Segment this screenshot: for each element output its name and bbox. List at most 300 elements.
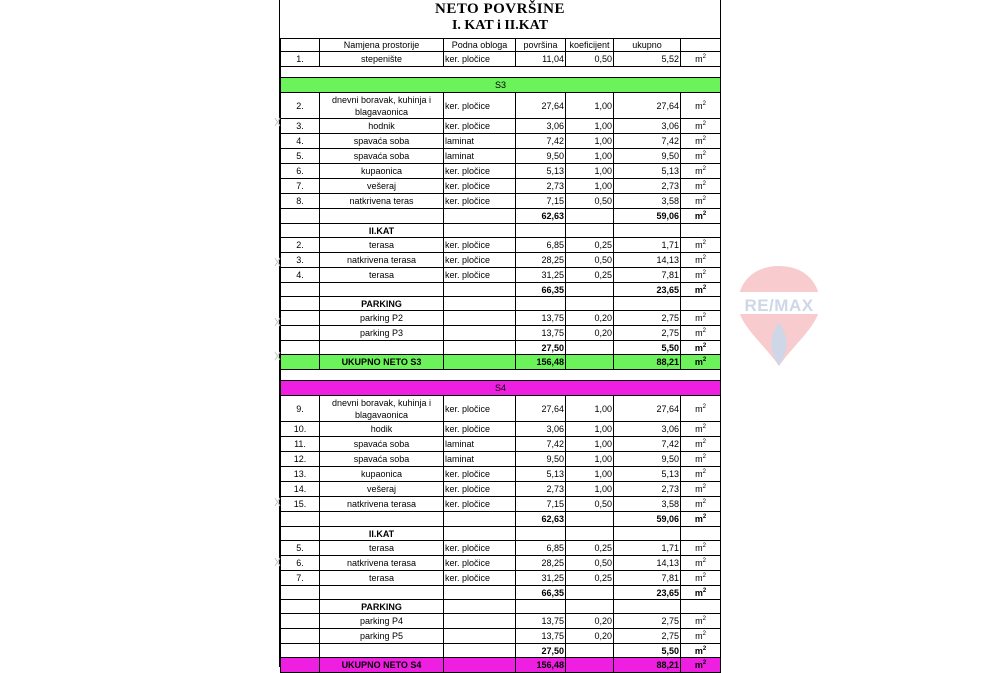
- floor-covering: ker. pločice: [444, 164, 516, 179]
- grand-total-area: 156,48: [516, 658, 566, 673]
- unit-label: m: [695, 499, 703, 509]
- unit-exponent: 2: [702, 469, 706, 475]
- table-row: [281, 149, 721, 164]
- empty-cell: [281, 586, 320, 600]
- table-row: [281, 437, 721, 452]
- empty-cell: [320, 341, 444, 355]
- unit-exponent: 2: [702, 196, 706, 202]
- total-value: 5,52: [614, 52, 681, 67]
- empty-cell: [281, 355, 320, 370]
- header-coef: koeficijent: [566, 39, 614, 52]
- floor-covering: ker. pločice: [444, 497, 516, 512]
- apartment-band-s4: [281, 381, 721, 396]
- area-value: 13,75: [516, 311, 566, 326]
- room-name: spavaća soba: [320, 134, 444, 149]
- unit-label: m: [695, 270, 703, 280]
- row-number: 1.: [281, 52, 320, 67]
- empty-cell: [281, 644, 320, 658]
- grand-total-area: 156,48: [516, 355, 566, 370]
- room-name: terasa: [320, 571, 444, 586]
- area-value: 5,13: [516, 164, 566, 179]
- unit-label: m: [694, 357, 703, 367]
- unit-label: m: [695, 558, 703, 568]
- subtotal-area: 62,63: [516, 209, 566, 224]
- total-value: 9,50: [614, 149, 681, 164]
- unit-cell: [681, 93, 721, 119]
- unit-label: m: [695, 255, 703, 265]
- section-title: II.KAT: [320, 527, 444, 541]
- table-row: [281, 311, 721, 326]
- unit-cell: [681, 396, 721, 422]
- total-value: 1,71: [614, 541, 681, 556]
- section-title: PARKING: [320, 297, 444, 311]
- subtotal-total: 23,65: [614, 283, 681, 297]
- unit-cell: [681, 164, 721, 179]
- unit-cell: [681, 52, 721, 67]
- unit-cell: [681, 311, 721, 326]
- unit-label: m: [695, 181, 703, 191]
- empty-cell: [516, 527, 566, 541]
- coefficient-value: 0,25: [566, 571, 614, 586]
- unit-label: m: [695, 573, 703, 583]
- table-row: [281, 422, 721, 437]
- room-name: terasa: [320, 268, 444, 283]
- empty-cell: [444, 209, 516, 224]
- unit-cell: [681, 467, 721, 482]
- row-number: 2.: [281, 93, 320, 119]
- unit-label: m: [695, 439, 703, 449]
- room-name: vešeraj: [320, 482, 444, 497]
- subtotal-area: 27,50: [516, 644, 566, 658]
- empty-cell: [516, 297, 566, 311]
- empty-cell: [320, 644, 444, 658]
- coefficient-value: 1,00: [566, 119, 614, 134]
- total-value: 2,75: [614, 614, 681, 629]
- room-name: spavaća soba: [320, 437, 444, 452]
- subtotal-total: 5,50: [614, 644, 681, 658]
- table-row: [281, 452, 721, 467]
- empty-cell: [566, 644, 614, 658]
- area-value: 6,85: [516, 238, 566, 253]
- table-row: [281, 93, 721, 119]
- row-number: 10.: [281, 422, 320, 437]
- table-row: [281, 238, 721, 253]
- grand-total-label: UKUPNO NETO S3: [320, 355, 444, 370]
- unit-label: m: [694, 284, 703, 295]
- subtotal-area: 27,50: [516, 341, 566, 355]
- total-value: 3,06: [614, 422, 681, 437]
- coefficient-value: 0,20: [566, 614, 614, 629]
- room-name: stepenište: [320, 52, 444, 67]
- empty-cell: [444, 658, 516, 673]
- empty-cell: [681, 297, 721, 311]
- total-value: 27,64: [614, 396, 681, 422]
- coefficient-value: 1,00: [566, 437, 614, 452]
- unit-label: m: [695, 136, 703, 146]
- section-heading-row: [281, 297, 721, 311]
- table-row: [281, 119, 721, 134]
- header-area: površina: [516, 39, 566, 52]
- coefficient-value: 0,50: [566, 52, 614, 67]
- total-value: 27,64: [614, 93, 681, 119]
- row-number: [281, 614, 320, 629]
- floor-covering: ker. pločice: [444, 422, 516, 437]
- floor-covering: ker. pločice: [444, 253, 516, 268]
- total-value: 14,13: [614, 253, 681, 268]
- empty-cell: [566, 355, 614, 370]
- unit-exponent: 2: [702, 240, 706, 246]
- table-row: [281, 253, 721, 268]
- empty-cell: [281, 209, 320, 224]
- unit-exponent: 2: [702, 631, 706, 637]
- area-value: 9,50: [516, 149, 566, 164]
- row-number: 4.: [281, 134, 320, 149]
- area-value: 11,04: [516, 52, 566, 67]
- coefficient-value: 1,00: [566, 422, 614, 437]
- unit-exponent: 2: [702, 211, 707, 217]
- unit-cell: [681, 355, 721, 370]
- empty-cell: [566, 283, 614, 297]
- total-value: 3,06: [614, 119, 681, 134]
- coefficient-value: 1,00: [566, 93, 614, 119]
- unit-exponent: 2: [702, 357, 707, 363]
- unit-exponent: 2: [702, 587, 707, 594]
- area-value: 31,25: [516, 268, 566, 283]
- row-number: 2.: [281, 238, 320, 253]
- unit-exponent: 2: [702, 543, 706, 549]
- unit-cell: [681, 119, 721, 134]
- row-number: 5.: [281, 541, 320, 556]
- empty-cell: [444, 512, 516, 527]
- floor-covering: ker. pločice: [444, 93, 516, 119]
- unit-exponent: 2: [702, 181, 706, 187]
- subtotal-row: [281, 586, 721, 600]
- floor-covering: [444, 629, 516, 644]
- table-row: [281, 164, 721, 179]
- total-value: 7,81: [614, 571, 681, 586]
- row-number: 3.: [281, 253, 320, 268]
- unit-cell: [681, 209, 721, 224]
- empty-cell: [566, 658, 614, 673]
- grand-total-label: UKUPNO NETO S4: [320, 658, 444, 673]
- area-value: 27,64: [516, 93, 566, 119]
- floor-covering: ker. pločice: [444, 268, 516, 283]
- floor-covering: ker. pločice: [444, 571, 516, 586]
- unit-exponent: 2: [702, 484, 706, 490]
- room-name: hodik: [320, 422, 444, 437]
- empty-cell: [281, 224, 320, 238]
- grand-total-row: [281, 355, 721, 370]
- empty-cell: [320, 512, 444, 527]
- empty-cell: [281, 527, 320, 541]
- unit-exponent: 2: [702, 151, 706, 157]
- unit-label: m: [694, 660, 703, 670]
- unit-label: m: [695, 151, 703, 161]
- room-name: kupaonica: [320, 164, 444, 179]
- subtotal-row: [281, 644, 721, 658]
- room-name: dnevni boravak, kuhinja i blagavaonica: [320, 396, 444, 422]
- unit-cell: [681, 422, 721, 437]
- empty-cell: [281, 658, 320, 673]
- unit-exponent: 2: [702, 342, 707, 349]
- table-row: [281, 326, 721, 341]
- unit-exponent: 2: [702, 328, 706, 334]
- empty-cell: [681, 527, 721, 541]
- unit-label: m: [694, 514, 703, 524]
- empty-cell: [444, 644, 516, 658]
- table-row: [281, 467, 721, 482]
- unit-cell: [681, 179, 721, 194]
- subtotal-total: 59,06: [614, 209, 681, 224]
- apartment-band-s3: [281, 78, 721, 93]
- floor-covering: ker. pločice: [444, 396, 516, 422]
- spacer-cell: [281, 67, 721, 78]
- coefficient-value: 1,00: [566, 179, 614, 194]
- row-number: [281, 326, 320, 341]
- coefficient-value: 0,20: [566, 629, 614, 644]
- empty-cell: [320, 283, 444, 297]
- total-value: 2,75: [614, 311, 681, 326]
- unit-label: m: [694, 211, 703, 221]
- balloon-logo-icon: [732, 262, 826, 382]
- area-value: 28,25: [516, 556, 566, 571]
- unit-cell: [681, 194, 721, 209]
- coefficient-value: 0,50: [566, 194, 614, 209]
- total-value: 1,71: [614, 238, 681, 253]
- unit-label: m: [695, 469, 703, 479]
- unit-label: m: [694, 342, 703, 353]
- coefficient-value: 0,25: [566, 238, 614, 253]
- document-sheet: [279, 0, 814, 670]
- table-row: [281, 629, 721, 644]
- total-value: 7,42: [614, 437, 681, 452]
- row-number: 14.: [281, 482, 320, 497]
- apartment-label: S4: [281, 381, 721, 396]
- empty-cell: [614, 600, 681, 614]
- empty-cell: [320, 209, 444, 224]
- subtotal-row: [281, 512, 721, 527]
- empty-cell: [516, 224, 566, 238]
- subtotal-total: 59,06: [614, 512, 681, 527]
- area-value: 31,25: [516, 571, 566, 586]
- empty-cell: [444, 224, 516, 238]
- table-row: [281, 541, 721, 556]
- area-value: 5,13: [516, 467, 566, 482]
- spacer-cell: [281, 370, 721, 381]
- floor-covering: ker. pločice: [444, 238, 516, 253]
- table-row: [281, 268, 721, 283]
- empty-cell: [681, 224, 721, 238]
- unit-exponent: 2: [702, 270, 706, 276]
- empty-cell: [281, 297, 320, 311]
- subtotal-row: [281, 209, 721, 224]
- row-number: 4.: [281, 268, 320, 283]
- subtotal-area: 66,35: [516, 283, 566, 297]
- coefficient-value: 0,20: [566, 326, 614, 341]
- floor-covering: laminat: [444, 437, 516, 452]
- unit-cell: [681, 149, 721, 164]
- floor-covering: [444, 311, 516, 326]
- unit-exponent: 2: [702, 166, 706, 172]
- unit-exponent: 2: [702, 54, 706, 60]
- floor-covering: ker. pločice: [444, 467, 516, 482]
- coefficient-value: 1,00: [566, 396, 614, 422]
- row-number: 13.: [281, 467, 320, 482]
- room-name: natkrivena terasa: [320, 556, 444, 571]
- coefficient-value: 0,25: [566, 268, 614, 283]
- grand-total-row: [281, 658, 721, 673]
- unit-exponent: 2: [702, 313, 706, 319]
- row-number: 6.: [281, 556, 320, 571]
- empty-cell: [281, 600, 320, 614]
- unit-label: m: [695, 328, 703, 338]
- unit-exponent: 2: [702, 454, 706, 460]
- unit-label: m: [695, 616, 703, 626]
- unit-cell: [681, 341, 721, 355]
- area-value: 3,06: [516, 119, 566, 134]
- area-value: 13,75: [516, 326, 566, 341]
- room-name: natkrivena teras: [320, 194, 444, 209]
- unit-cell: [681, 238, 721, 253]
- table-header-row: [281, 39, 721, 52]
- apartment-label: S3: [281, 78, 721, 93]
- unit-label: m: [695, 240, 703, 250]
- row-number: 3.: [281, 119, 320, 134]
- total-value: 3,58: [614, 194, 681, 209]
- coefficient-value: 1,00: [566, 164, 614, 179]
- unit-cell: [681, 134, 721, 149]
- area-value: 27,64: [516, 396, 566, 422]
- floor-covering: [444, 326, 516, 341]
- area-value: 9,50: [516, 452, 566, 467]
- floor-covering: ker. pločice: [444, 556, 516, 571]
- room-name: natkrivena terasa: [320, 497, 444, 512]
- unit-exponent: 2: [702, 424, 706, 430]
- unit-cell: [681, 644, 721, 658]
- coefficient-value: 0,25: [566, 541, 614, 556]
- total-value: 2,75: [614, 629, 681, 644]
- unit-exponent: 2: [702, 645, 707, 652]
- room-name: parking P5: [320, 629, 444, 644]
- area-value: 28,25: [516, 253, 566, 268]
- room-name: spavaća soba: [320, 149, 444, 164]
- section-heading-row: [281, 527, 721, 541]
- subtotal-row: [281, 283, 721, 297]
- row-number: 8.: [281, 194, 320, 209]
- remax-watermark: [732, 262, 826, 382]
- unit-cell: [681, 497, 721, 512]
- unit-cell: [681, 452, 721, 467]
- unit-label: m: [695, 100, 703, 111]
- coefficient-value: 1,00: [566, 482, 614, 497]
- total-value: 2,73: [614, 482, 681, 497]
- total-value: 9,50: [614, 452, 681, 467]
- coefficient-value: 1,00: [566, 467, 614, 482]
- area-value: 2,73: [516, 179, 566, 194]
- unit-label: m: [695, 484, 703, 494]
- section-title: II.KAT: [320, 224, 444, 238]
- floor-covering: ker. pločice: [444, 541, 516, 556]
- title-line-1: NETO POVRŠINE: [434, 1, 565, 17]
- empty-cell: [444, 283, 516, 297]
- total-value: 2,75: [614, 326, 681, 341]
- empty-cell: [320, 586, 444, 600]
- document-title: [280, 0, 720, 38]
- coefficient-value: 0,50: [566, 253, 614, 268]
- room-name: parking P3: [320, 326, 444, 341]
- room-name: natkrivena terasa: [320, 253, 444, 268]
- floor-covering: ker. pločice: [444, 179, 516, 194]
- empty-cell: [566, 224, 614, 238]
- unit-cell: [681, 586, 721, 600]
- unit-exponent: 2: [702, 121, 706, 127]
- empty-cell: [566, 341, 614, 355]
- empty-cell: [281, 341, 320, 355]
- subtotal-total: 23,65: [614, 586, 681, 600]
- area-value: 13,75: [516, 629, 566, 644]
- unit-cell: [681, 629, 721, 644]
- empty-cell: [614, 224, 681, 238]
- section-heading-row: [281, 600, 721, 614]
- unit-cell: [681, 253, 721, 268]
- area-value: 7,42: [516, 134, 566, 149]
- empty-cell: [614, 297, 681, 311]
- header-floor: Podna obloga: [444, 39, 516, 52]
- unit-label: m: [695, 54, 703, 64]
- unit-label: m: [694, 645, 703, 656]
- room-name: parking P2: [320, 311, 444, 326]
- unit-exponent: 2: [702, 499, 706, 505]
- room-name: parking P4: [320, 614, 444, 629]
- table-row: [281, 52, 721, 67]
- spacer-row: [281, 370, 721, 381]
- area-value: 6,85: [516, 541, 566, 556]
- unit-cell: [681, 437, 721, 452]
- empty-cell: [444, 527, 516, 541]
- floor-covering: [444, 614, 516, 629]
- table-row: [281, 134, 721, 149]
- unit-label: m: [695, 454, 703, 464]
- unit-exponent: 2: [702, 616, 706, 622]
- grand-total-value: 88,21: [614, 355, 681, 370]
- unit-label: m: [695, 403, 703, 414]
- room-name: spavaća soba: [320, 452, 444, 467]
- empty-cell: [281, 512, 320, 527]
- unit-cell: [681, 541, 721, 556]
- total-value: 5,13: [614, 467, 681, 482]
- subtotal-row: [281, 341, 721, 355]
- total-value: 14,13: [614, 556, 681, 571]
- unit-cell: [681, 326, 721, 341]
- unit-cell: [681, 556, 721, 571]
- unit-exponent: 2: [702, 660, 707, 666]
- empty-cell: [681, 600, 721, 614]
- coefficient-value: 0,20: [566, 311, 614, 326]
- floor-covering: laminat: [444, 452, 516, 467]
- row-number: 11.: [281, 437, 320, 452]
- empty-cell: [566, 527, 614, 541]
- empty-cell: [614, 527, 681, 541]
- empty-cell: [566, 297, 614, 311]
- unit-exponent: 2: [702, 514, 707, 520]
- row-number: [281, 311, 320, 326]
- unit-exponent: 2: [702, 284, 707, 291]
- spacer-row: [281, 67, 721, 78]
- total-value: 7,81: [614, 268, 681, 283]
- section-title: PARKING: [320, 600, 444, 614]
- row-number: 7.: [281, 179, 320, 194]
- empty-cell: [444, 297, 516, 311]
